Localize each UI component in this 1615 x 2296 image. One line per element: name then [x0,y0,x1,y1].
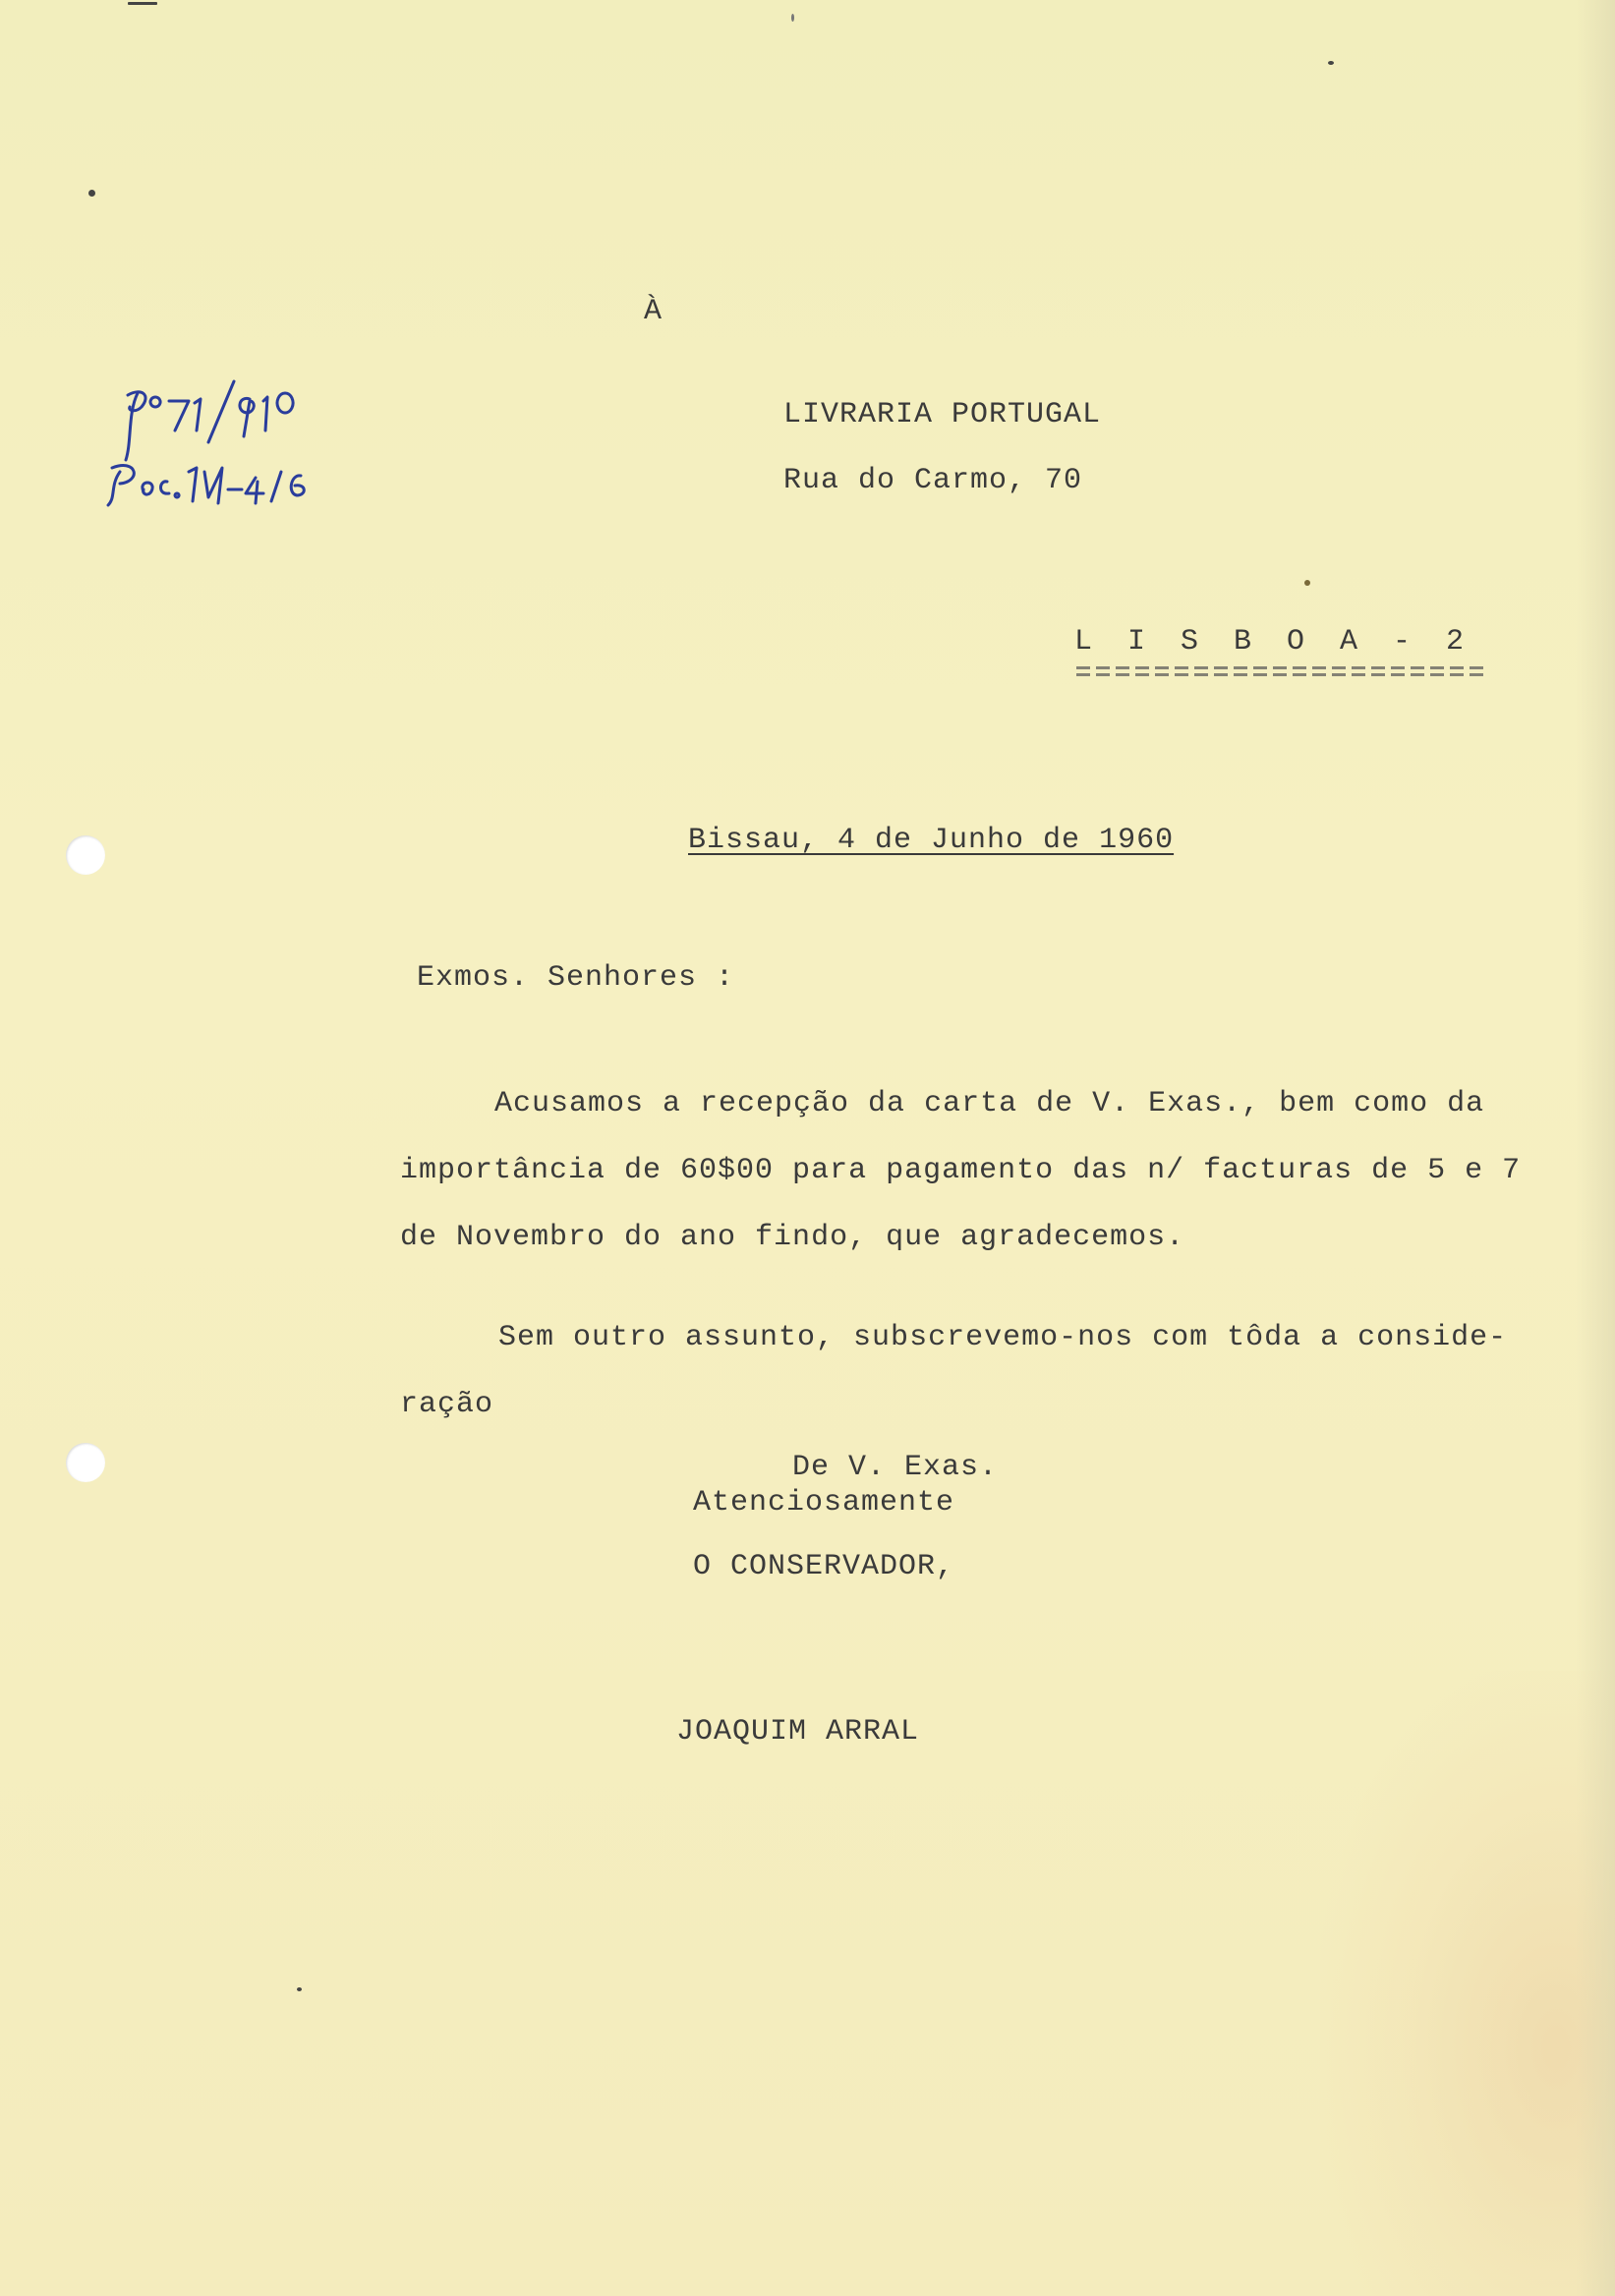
ink-speck [1328,61,1334,65]
ink-speck [297,1987,302,1991]
ink-speck [88,190,95,197]
body-paragraph-1-line-1: Acusamos a recepção da carta de V. Exas., bem como da [494,1087,1485,1120]
city-underline [1076,666,1484,678]
body-paragraph-2-line-2: ração [400,1388,494,1421]
recipient-name: LIVRARIA PORTUGAL [783,398,1102,431]
punch-hole-bottom [66,1443,105,1482]
recipient-city: L I S B O A - 2 [1074,625,1473,659]
ink-speck [791,14,794,22]
addressee-prefix: À [644,295,663,328]
salutation: Exmos. Senhores : [417,961,735,995]
paper-edge [1576,0,1615,2296]
handwritten-reference [98,373,354,511]
body-paragraph-1-line-2: importância de 60$00 para pagamento das n/ facturas de 5 e 7 [400,1154,1522,1187]
body-paragraph-1-line-3: de Novembro do ano findo, que agradecemos. [400,1221,1185,1254]
recipient-street: Rua do Carmo, 70 [783,464,1083,497]
closing-line-2: Atenciosamente [693,1486,955,1520]
ink-speck [128,2,157,5]
closing-line-1: De V. Exas. [792,1451,999,1484]
punch-hole-top [66,835,105,875]
signatory-name: JOAQUIM ARRAL [676,1715,920,1749]
place-date: Bissau, 4 de Junho de 1960 [688,824,1175,857]
ink-speck [1304,580,1310,586]
signatory-title: O CONSERVADOR, [693,1550,955,1583]
body-paragraph-2-line-1: Sem outro assunto, subscrevemo-nos com tôda a conside- [498,1321,1508,1354]
paper-stain [1320,1671,1615,2296]
